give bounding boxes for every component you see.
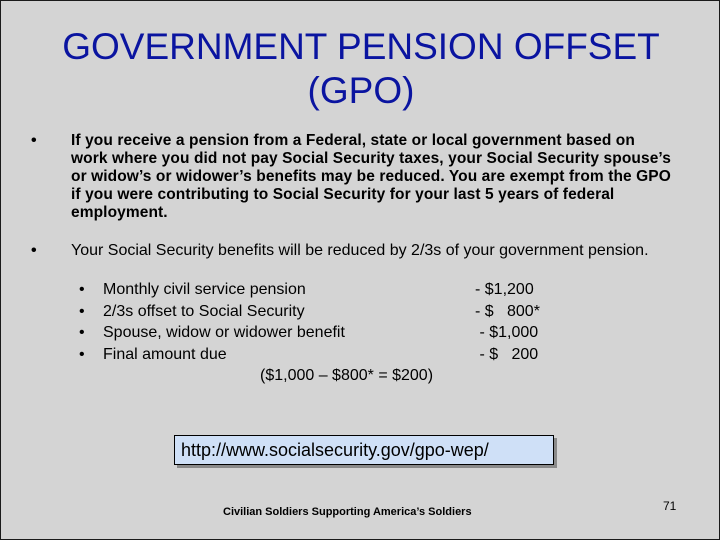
sub-item-label: Spouse, widow or widower benefit xyxy=(103,324,345,341)
ssa-gpo-wep-link[interactable]: http://www.socialsecurity.gov/gpo-wep/ xyxy=(174,435,554,465)
slide-title xyxy=(1,25,720,113)
sub-item-final-amount xyxy=(79,346,599,368)
bullet-marker-2: • xyxy=(31,242,37,259)
sub-bullet-marker: • xyxy=(79,324,85,341)
title-line-1: GOVERNMENT PENSION OFFSET xyxy=(62,26,660,67)
sub-item-offset xyxy=(79,303,599,325)
sub-bullet-marker: • xyxy=(79,303,85,320)
sub-item-amount: - $1,200 xyxy=(475,281,534,298)
sub-item-monthly-pension xyxy=(79,281,599,303)
sub-item-label: 2/3s offset to Social Security xyxy=(103,303,305,320)
sub-item-amount: - $ 200 xyxy=(475,346,539,363)
bullet-text-2: Your Social Security benefits will be reduced by 2/3s of your government pension. xyxy=(71,242,649,259)
sub-item-amount: - $1,000 xyxy=(475,324,539,341)
sub-bullet-marker: • xyxy=(79,281,85,298)
bullet-marker-1: • xyxy=(31,132,37,149)
sub-item-amount: - $ 800* xyxy=(475,303,540,320)
footer-tagline: Civilian Soldiers Supporting America’s Soldiers xyxy=(223,506,472,518)
title-line-2: (GPO) xyxy=(307,70,415,111)
sub-item-spouse-benefit xyxy=(79,324,599,346)
bullet-text-1: If you receive a pension from a Federal, state or local government based on work where you did not pay Social Security taxes, your Social Security spouse’s or widow’s or widower’s benefits may be reduced. You are exempt from the GPO if you were contributing to Social Security for your last 5 years of federal employment. xyxy=(71,132,671,221)
offset-formula: ($1,000 – $800* = $200) xyxy=(260,367,434,384)
sub-item-label: Monthly civil service pension xyxy=(103,281,306,298)
page-number: 71 xyxy=(663,499,677,513)
sub-item-label: Final amount due xyxy=(103,346,227,363)
sub-bullet-marker: • xyxy=(79,346,85,363)
